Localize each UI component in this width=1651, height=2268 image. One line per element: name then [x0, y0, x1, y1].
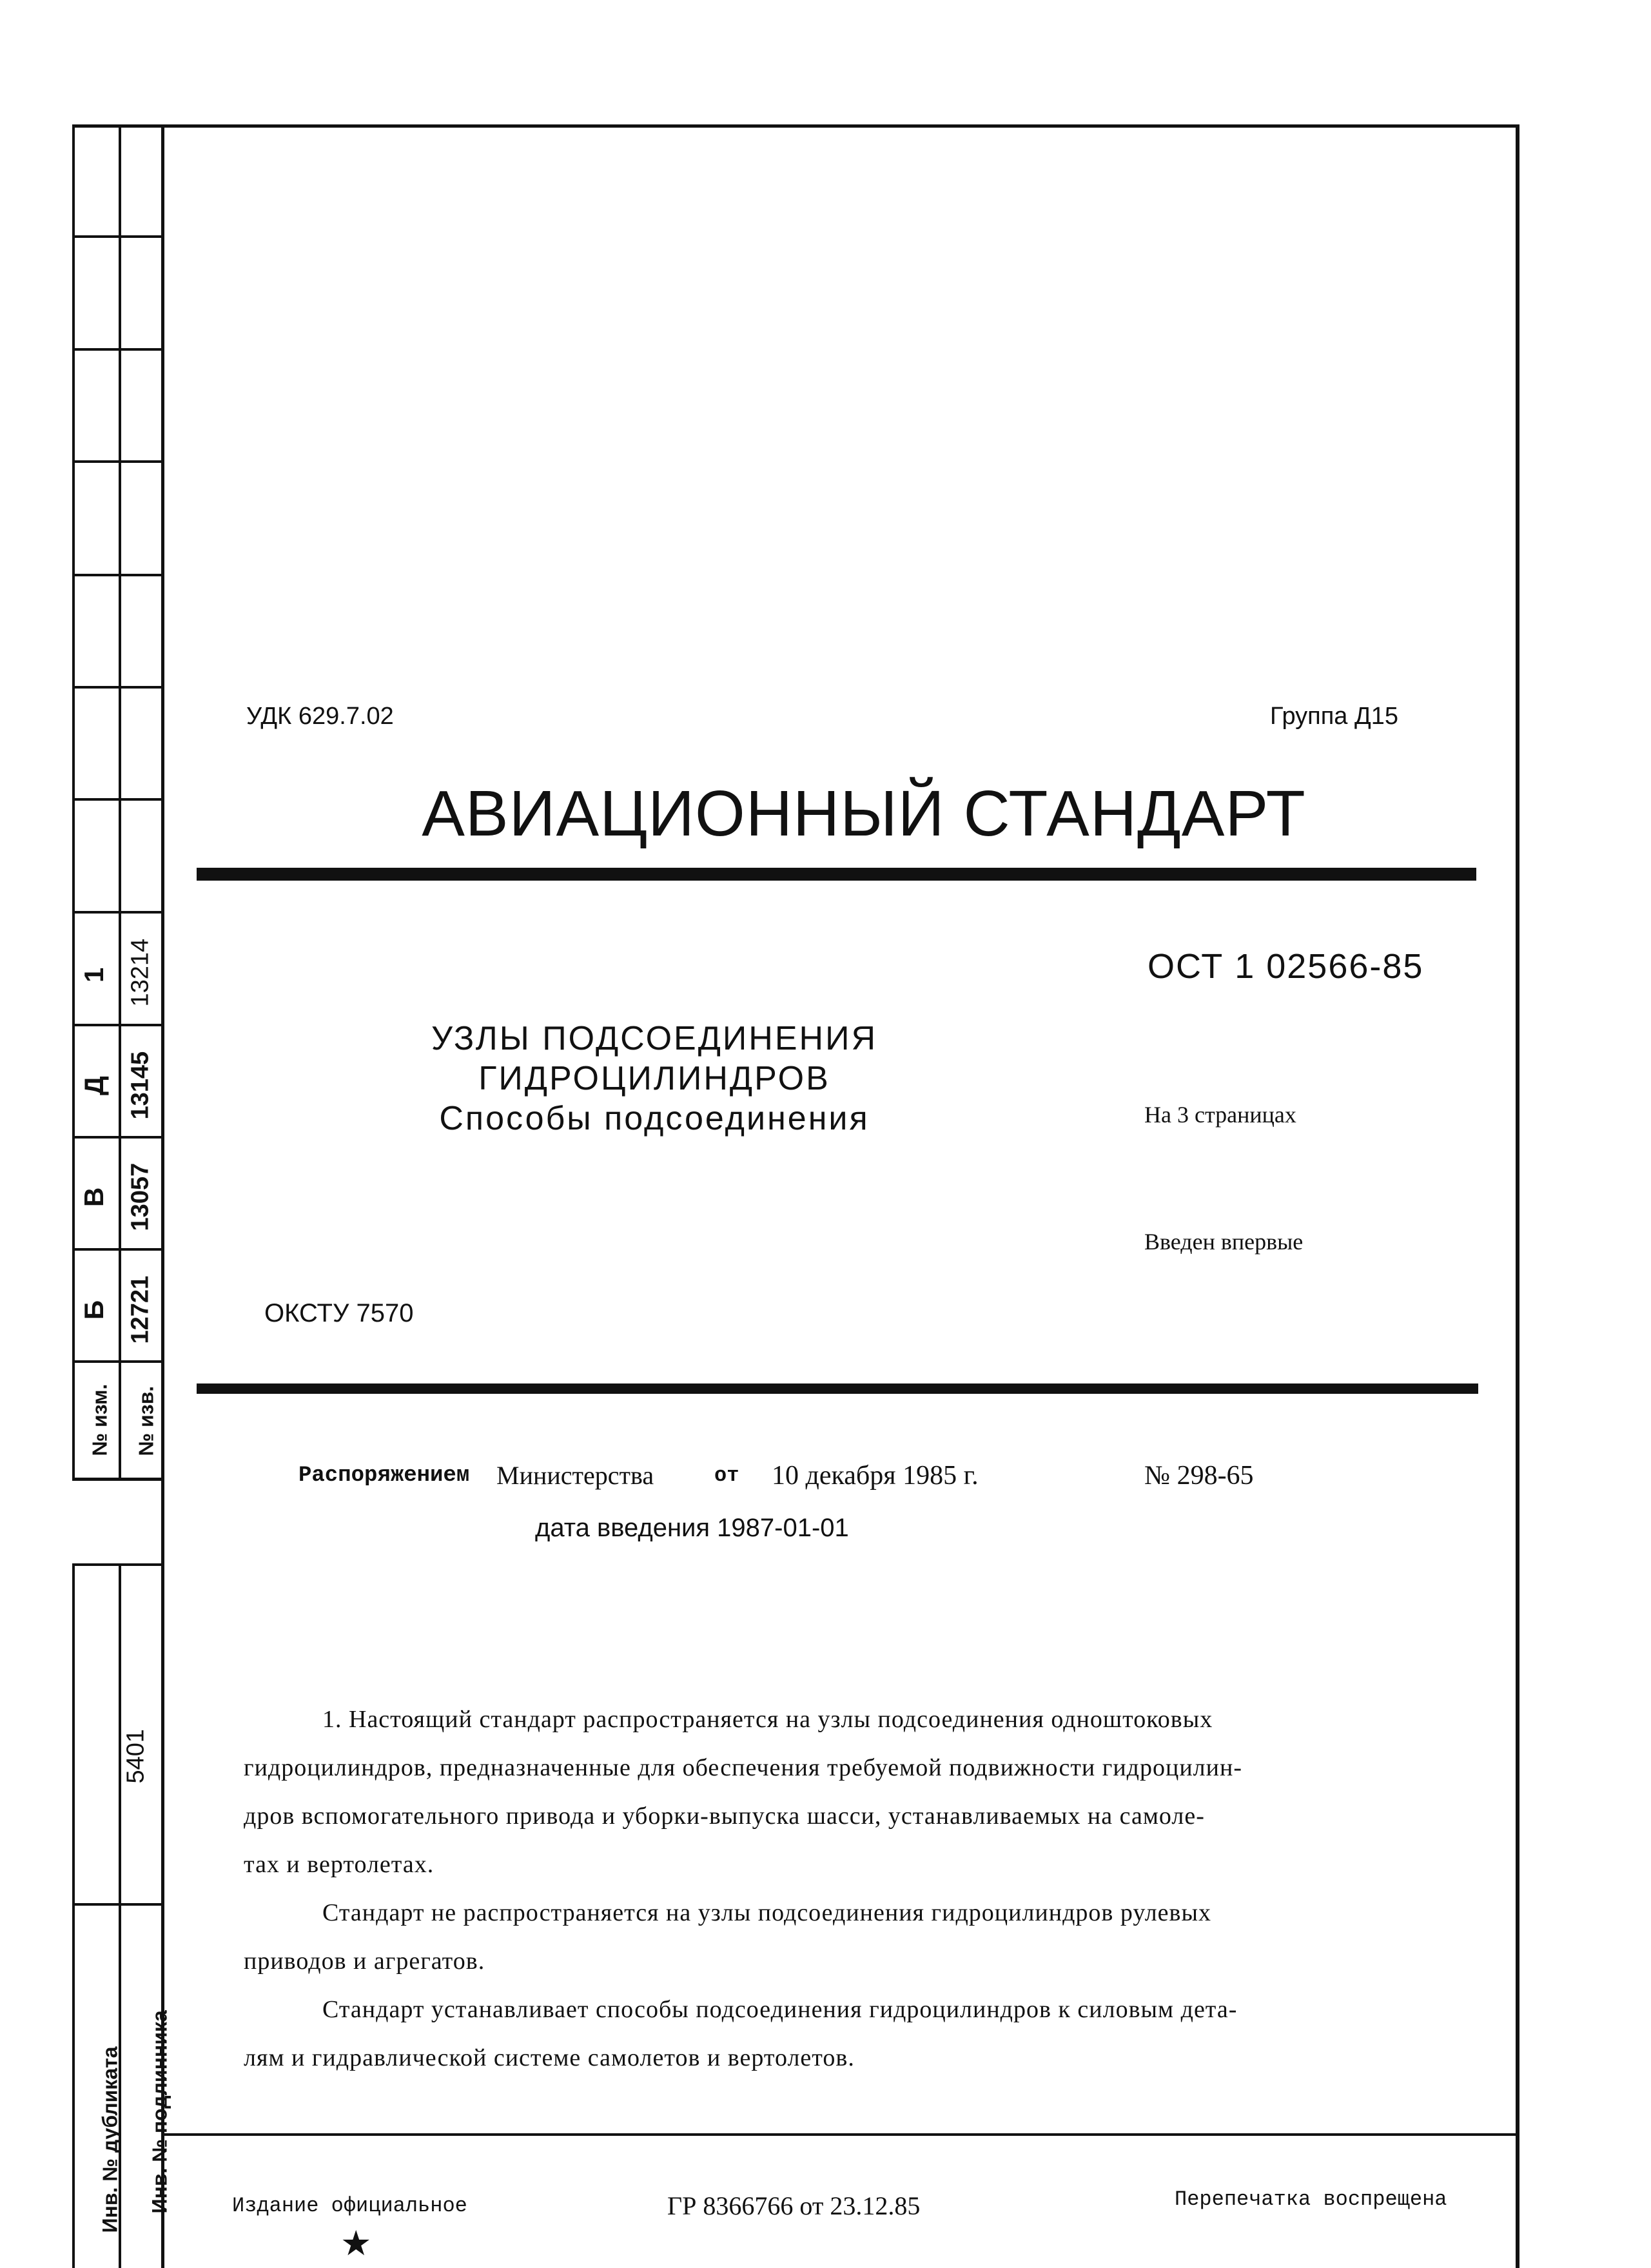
label-original-inventory: Инв. № подлинника [148, 2010, 171, 2214]
udk-code: УДК 629.7.02 [246, 703, 394, 730]
side-stamp-table [0, 0, 171, 2268]
original-inventory-number: 5401 [122, 1728, 150, 1784]
frame-top-border [72, 124, 1519, 128]
notice-number: 13057 [126, 1162, 154, 1231]
paragraph-line: гидроцилиндров, предназначенные для обеспечения требуемой подвижности гидроцилин- [244, 1754, 1242, 1781]
title-rule [197, 868, 1476, 881]
footer-divider [161, 2133, 1519, 2136]
paragraph-line: дров вспомогательного привода и уборки-выпуска шасси, устанавливаемых на самоле- [244, 1803, 1205, 1830]
notice-number: 13145 [126, 1051, 154, 1120]
standard-subtitle: Способы подсоединения [439, 1100, 870, 1137]
edition-note: Издание официальное [232, 2194, 467, 2218]
paragraph-line: тах и вертолетах. [244, 1851, 435, 1878]
star-icon: ★ [340, 2224, 372, 2263]
header-rule [197, 1383, 1478, 1394]
standard-name [400, 1019, 909, 1139]
notice-number: 13214 [126, 938, 154, 1007]
order-ministry: Министерства [496, 1461, 654, 1490]
page-title: АВИАЦИОННЫЙ СТАНДАРТ [422, 777, 1306, 850]
standard-number: ОСТ 1 02566-85 [1148, 947, 1424, 986]
introduction-date: дата введения 1987-01-01 [535, 1514, 849, 1542]
group-code: Группа Д15 [1270, 703, 1398, 730]
okstu-code: ОКСТУ 7570 [264, 1299, 414, 1327]
order-from: от [714, 1463, 739, 1487]
order-number: № 298-65 [1144, 1461, 1254, 1491]
order-label: Распоряжением [298, 1463, 470, 1488]
introduced-note: Введен впервые [1144, 1229, 1304, 1255]
change-letter: 1 [79, 967, 109, 982]
label-notice-number: № изв. [134, 1385, 158, 1456]
label-duplicate-inventory: Инв. № дубликата [98, 2046, 122, 2233]
change-letter: В [79, 1187, 109, 1207]
notice-number: 12721 [126, 1275, 154, 1344]
order-date: 10 декабря 1985 г. [772, 1461, 979, 1491]
paragraph-line: 1. Настоящий стандарт распространяется на узлы подсоединения одноштоковых [322, 1706, 1213, 1733]
change-letter: Д [79, 1076, 109, 1095]
label-change-number: № изм. [88, 1383, 112, 1456]
page-count: На 3 страницах [1144, 1102, 1296, 1128]
paragraph-line: приводов и агрегатов. [244, 1948, 485, 1975]
paragraph-line: лям и гидравлической системе самолетов и вертолетов. [244, 2044, 855, 2071]
standard-name-line: ГИДРОЦИЛИНДРОВ [478, 1060, 830, 1097]
paragraph-line: Стандарт не распространяется на узлы подсоединения гидроцилиндров рулевых [322, 1899, 1212, 1926]
standard-name-line: УЗЛЫ ПОДСОЕДИНЕНИЯ [431, 1020, 878, 1057]
registration-number: ГР 8366766 от 23.12.85 [667, 2191, 921, 2220]
frame-right-border [1516, 124, 1519, 2268]
change-letter: Б [79, 1300, 109, 1320]
reprint-note: Перепечатка воспрещена [1175, 2187, 1447, 2211]
paragraph-line: Стандарт устанавливает способы подсоединения гидроцилиндров к силовым дета- [322, 1996, 1238, 2023]
